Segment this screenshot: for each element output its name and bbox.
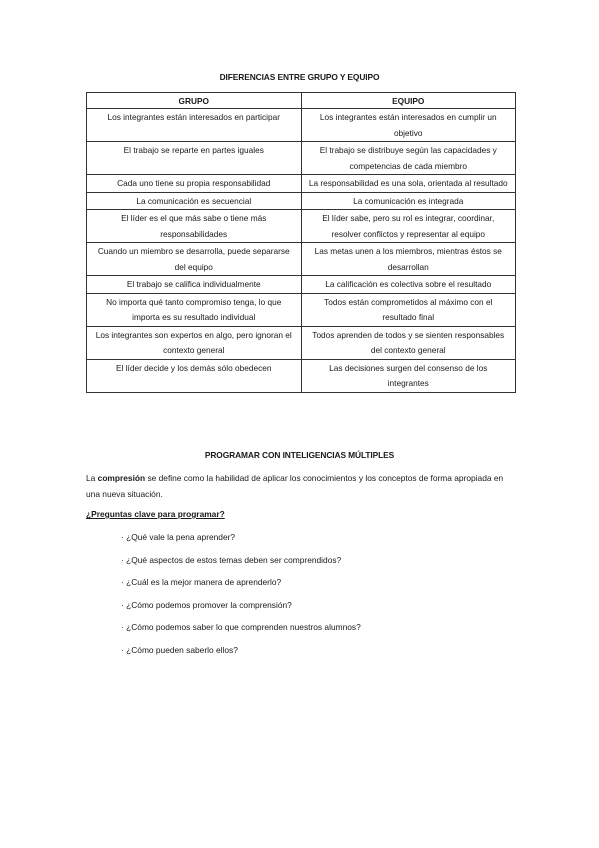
table-row bbox=[87, 243, 516, 276]
section-title: PROGRAMAR CON INTELIGENCIAS MÚLTIPLES bbox=[204, 450, 395, 460]
table-cell-equipo: Los integrantes están interesados en cumplir un objetivo bbox=[301, 109, 516, 142]
key-questions-heading: ¿Preguntas clave para programar? bbox=[86, 509, 225, 519]
table-cell-equipo: La comunicación es integrada bbox=[301, 192, 516, 210]
table-row bbox=[87, 109, 516, 142]
table-cell-equipo: Las metas unen a los miembros, mientras éstos se desarrollan bbox=[301, 243, 516, 276]
table-cell-grupo: La comunicación es secuencial bbox=[87, 192, 302, 210]
table-row bbox=[87, 326, 516, 359]
table-cell-equipo: Las decisiones surgen del consenso de los integrantes bbox=[301, 359, 516, 392]
key-questions-list bbox=[121, 531, 361, 667]
intro-paragraph bbox=[86, 470, 516, 502]
intro-prefix: La bbox=[86, 473, 98, 483]
list-item: · ¿Cuál es la mejor manera de aprenderlo? bbox=[121, 577, 282, 588]
table-cell-grupo: El trabajo se califica individualmente bbox=[87, 276, 302, 294]
document-title: DIFERENCIAS ENTRE GRUPO Y EQUIPO bbox=[219, 72, 380, 82]
table-header-row bbox=[87, 93, 516, 109]
table-row bbox=[87, 142, 516, 175]
table-row bbox=[87, 192, 516, 210]
table-cell-grupo: Los integrantes están interesados en participar bbox=[87, 109, 302, 142]
table-row bbox=[87, 175, 516, 193]
intro-rest: se define como la habilidad de aplicar los conocimientos y los conceptos de forma apropiada en una nueva situación. bbox=[86, 473, 504, 499]
table-cell-grupo: Cuando un miembro se desarrolla, puede separarse del equipo bbox=[87, 243, 302, 276]
table-row bbox=[87, 276, 516, 294]
table-cell-grupo: Los integrantes son expertos en algo, pero ignoran el contexto general bbox=[87, 326, 302, 359]
table-cell-equipo: La responsabilidad es una sola, orientada al resultado bbox=[301, 175, 516, 193]
table-cell-grupo: El líder es el que más sabe o tiene más responsabilidades bbox=[87, 210, 302, 243]
table-row bbox=[87, 359, 516, 392]
table-cell-equipo: Todos están comprometidos al máximo con el resultado final bbox=[301, 293, 516, 326]
table-cell-grupo: El líder decide y los demás sólo obedecen bbox=[87, 359, 302, 392]
column-header-grupo: GRUPO bbox=[87, 93, 302, 109]
list-item: · ¿Cómo pueden saberlo ellos? bbox=[121, 644, 238, 655]
list-item: · ¿Qué vale la pena aprender? bbox=[121, 532, 236, 542]
table-cell-equipo: La calificación es colectiva sobre el resultado bbox=[301, 276, 516, 294]
column-header-equipo: EQUIPO bbox=[301, 93, 516, 109]
table-cell-grupo: No importa qué tanto compromiso tenga, lo que importa es su resultado individual bbox=[87, 293, 302, 326]
comparison-table bbox=[86, 92, 516, 393]
list-item: · ¿Qué aspectos de estos temas deben ser comprendidos? bbox=[121, 554, 342, 565]
table-cell-grupo: Cada uno tiene su propia responsabilidad bbox=[87, 175, 302, 193]
table-cell-grupo: El trabajo se reparte en partes iguales bbox=[87, 142, 302, 175]
table-cell-equipo: El trabajo se distribuye según las capacidades y competencias de cada miembro bbox=[301, 142, 516, 175]
table-row bbox=[87, 293, 516, 326]
table-cell-equipo: Todos aprenden de todos y se sienten responsables del contexto general bbox=[301, 326, 516, 359]
table-cell-equipo: El líder sabe, pero su rol es integrar, coordinar, resolver conflictos y representar al equipo bbox=[301, 210, 516, 243]
intro-term: compresión bbox=[97, 473, 146, 483]
list-item: · ¿Cómo podemos saber lo que comprenden nuestros alumnos? bbox=[121, 622, 361, 633]
table-row bbox=[87, 210, 516, 243]
list-item: · ¿Cómo podemos promover la comprensión? bbox=[121, 599, 292, 610]
